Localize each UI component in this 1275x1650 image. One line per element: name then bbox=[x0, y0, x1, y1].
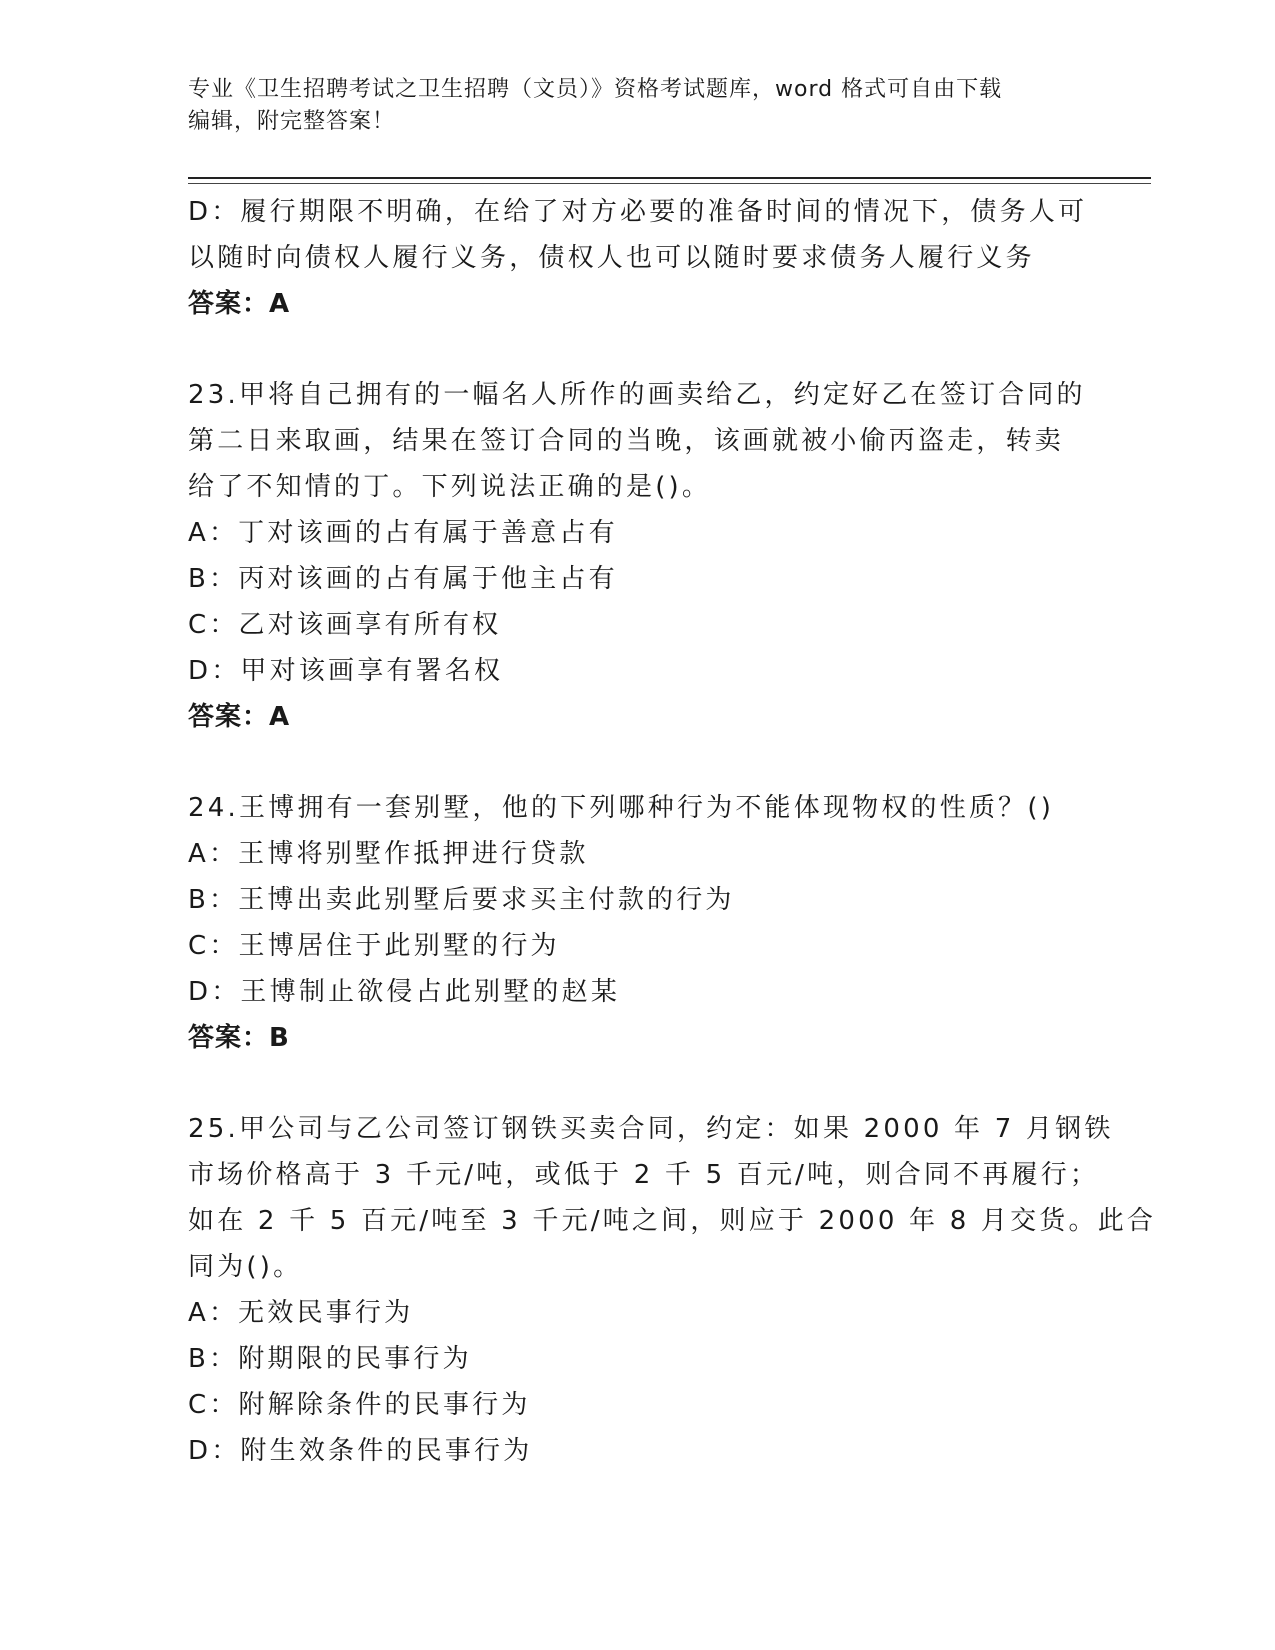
document-body bbox=[188, 189, 1157, 1474]
question-text-line: 25.甲公司与乙公司签订钢铁买卖合同，约定：如果 2000 年 7 月钢铁 bbox=[188, 1114, 1114, 1144]
option-a: A：王博将别墅作抵押进行贷款 bbox=[188, 839, 589, 869]
option-d-line-1: D：履行期限不明确，在给了对方必要的准备时间的情况下，债务人可 bbox=[188, 197, 1088, 227]
option-b: B：附期限的民事行为 bbox=[188, 1344, 472, 1374]
spacer bbox=[188, 327, 1088, 372]
question-24 bbox=[188, 785, 1088, 1061]
question-text-line: 给了不知情的丁。下列说法正确的是()。 bbox=[188, 472, 712, 502]
option-b: B：丙对该画的占有属于他主占有 bbox=[188, 564, 618, 594]
spacer bbox=[188, 1061, 1088, 1106]
option-c: C：附解除条件的民事行为 bbox=[188, 1390, 531, 1420]
question-23 bbox=[188, 372, 1088, 740]
question-25 bbox=[188, 1106, 1157, 1474]
header-line-1: 专业《卫生招聘考试之卫生招聘（文员）》资格考试题库，word 格式可自由下载 bbox=[188, 77, 1003, 102]
option-c: C：乙对该画享有所有权 bbox=[188, 610, 502, 640]
option-d: D：附生效条件的民事行为 bbox=[188, 1436, 533, 1466]
header-divider-thin bbox=[188, 183, 1151, 184]
option-d: D：王博制止欲侵占此别墅的赵某 bbox=[188, 977, 621, 1007]
spacer bbox=[188, 740, 1088, 785]
option-d-line-2: 以随时向债权人履行义务，债权人也可以随时要求债务人履行义务 bbox=[188, 243, 1035, 273]
answer-line: 答案：B bbox=[188, 1023, 290, 1053]
document-header bbox=[188, 74, 1088, 138]
header-line-2: 编辑，附完整答案！ bbox=[188, 109, 396, 134]
option-c: C：王博居住于此别墅的行为 bbox=[188, 931, 560, 961]
option-a: A：无效民事行为 bbox=[188, 1298, 414, 1328]
answer-line: 答案：A bbox=[188, 702, 291, 732]
question-text-line: 同为()。 bbox=[188, 1252, 303, 1282]
question-text-line: 24.王博拥有一套别墅，他的下列哪种行为不能体现物权的性质？() bbox=[188, 793, 1055, 823]
question-text-line: 市场价格高于 3 千元/吨，或低于 2 千 5 百元/吨，则合同不再履行； bbox=[188, 1160, 1100, 1190]
header-divider-thick bbox=[188, 177, 1151, 179]
question-text-line: 23.甲将自己拥有的一幅名人所作的画卖给乙，约定好乙在签订合同的 bbox=[188, 380, 1086, 410]
option-d: D：甲对该画享有署名权 bbox=[188, 656, 504, 686]
answer-line: 答案：A bbox=[188, 289, 291, 319]
previous-question-tail bbox=[188, 189, 1088, 327]
option-b: B：王博出卖此别墅后要求买主付款的行为 bbox=[188, 885, 735, 915]
option-a: A：丁对该画的占有属于善意占有 bbox=[188, 518, 618, 548]
question-text-line: 第二日来取画，结果在签订合同的当晚，该画就被小偷丙盗走，转卖 bbox=[188, 426, 1065, 456]
question-text-line: 如在 2 千 5 百元/吨至 3 千元/吨之间，则应于 2000 年 8 月交货。此合 bbox=[188, 1206, 1157, 1236]
